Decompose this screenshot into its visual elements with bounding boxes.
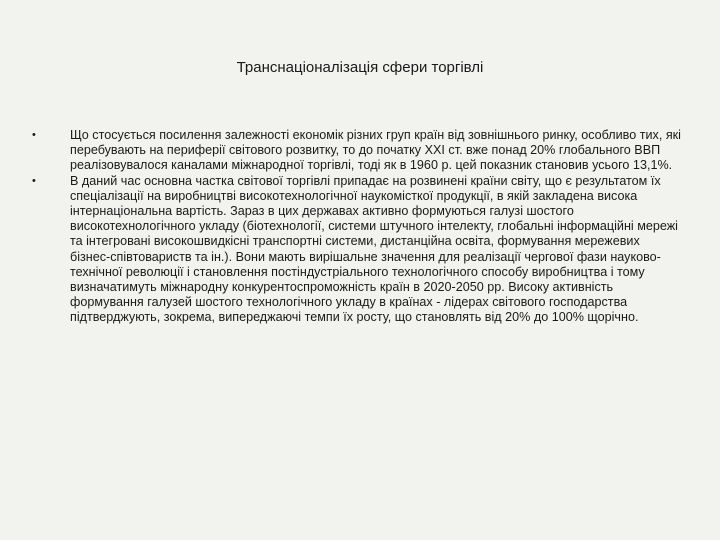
bullet-item <box>32 174 682 326</box>
slide-title: Транснаціоналізація сфери торгівлі <box>236 59 484 76</box>
bullet-text: Що стосується посилення залежності економік різних груп країн від зовнішнього ринку, особливо тих, які перебувають на периферії світового розвитку, то до початку XXI ст. вже понад 20% глобального ВВП реалізовувалося каналами міжнародної торгівлі, тоді як в 1960 р. цей показник становив усього 13,1%. <box>70 128 681 173</box>
bullet-list <box>32 128 682 326</box>
bullet-text: В даний час основна частка світової торгівлі припадає на розвинені країни світу, що є результатом їх спеціалізації на виробництві високотехнологічної наукомісткої продукції, в якій закладена висока інтернаціональна вартість. Зараз в цих державах активно формуються галузі шостого високотехнологічного укладу (біотехнології, системи штучного інтелекту, глобальні інформаційні мережі та інтегровані високошвидкісні транспортні системи, дистанційна освіта, формування мережевих бізнес-співтовариств та ін.). Вони мають вирішальне значення для реалізації чергової фази науково-технічної революції і становлення постіндустріального технологічного способу виробництва і тому визначатимуть міжнародну конкурентоспроможність країн в 2020-2050 рр. Високу активність формування галузей шостого технологічного укладу в країнах - лідерах світового господарства підтверджують, зокрема, випереджаючі темпи їх росту, що становлять від 20% до 100% щорічно. <box>70 173 678 325</box>
bullet-item <box>32 128 682 174</box>
bullet-dot-icon: • <box>32 129 36 141</box>
bullet-dot-icon: • <box>32 174 36 187</box>
